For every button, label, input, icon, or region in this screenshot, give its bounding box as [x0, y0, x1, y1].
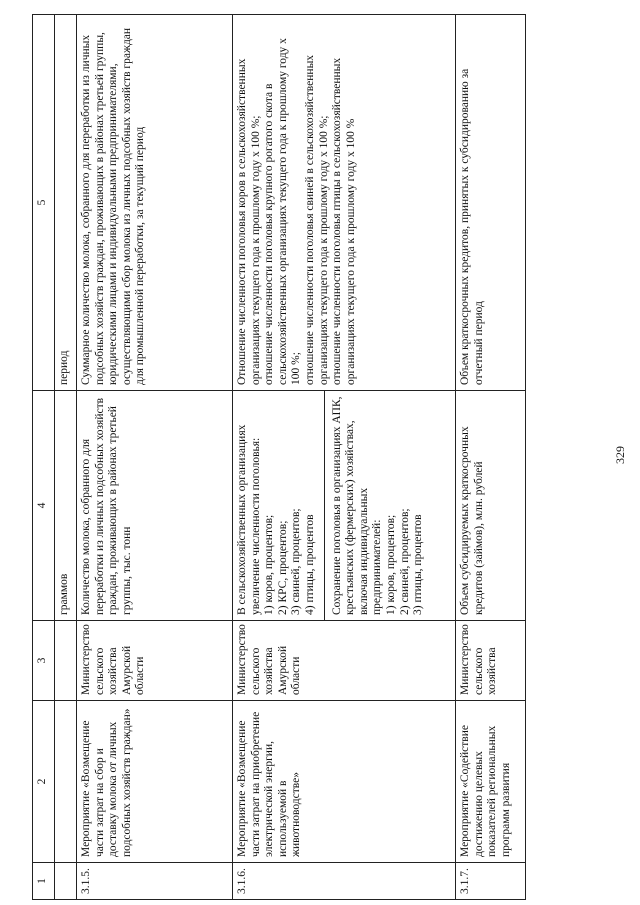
continued-text: период	[55, 15, 77, 391]
method-line: отношение численности поголовья птицы в сельскохозяйственных организациях текущего года к прошлому году х 100 %	[331, 57, 357, 385]
indicator-line: 4) птицы, процентов	[303, 514, 316, 615]
calculation-method	[233, 15, 456, 391]
continued-text: граммов	[55, 391, 77, 621]
indicator-line: 2) свиней, процентов;	[398, 508, 411, 615]
executor: Министерство сельского хозяйства Амурской области	[233, 621, 456, 701]
column-numbers-row	[33, 15, 55, 900]
column-number: 3	[33, 621, 55, 701]
indicator-line: В сельскохозяйственных организациях увеличение численности поголовья:	[236, 424, 262, 615]
column-number: 2	[33, 701, 55, 863]
table-row	[77, 15, 233, 900]
event-name: Мероприятие «Возмещение части затрат на сбор и доставку молока от личных подсобных хозяйств граждан»	[77, 701, 233, 863]
page-number: 329	[613, 446, 627, 464]
calculation-method: Объем краткосрочных кредитов, принятых к субсидированию за отчетный период	[456, 15, 526, 391]
indicator-line: 3) птицы, процентов	[412, 514, 425, 615]
calculation-method: Суммарное количество молока, собранного для переработки из личных подсобных хозяйств граждан, проживающих в районах третьей группы, юридическими лицами и индивидуальными предпринимателями, осуществляющими сбор молока из личных подсобных хозяйств граждан для промышленной переработки, за текущий период	[77, 15, 233, 391]
indicator-line: 3) свиней, процентов;	[290, 508, 303, 615]
indicator-line: Сохранение поголовья в организациях АПК, крестьянских (фермерских) хозяйствах, включая индивидуальных предпринимателей:	[330, 396, 384, 615]
indicator-line: 2) КРС, процентов;	[276, 520, 289, 615]
method-line: Отношение численности поголовья коров в сельскохозяйственных организациях текущего года к прошлому году х 100 %;	[236, 58, 262, 385]
row-number: 3.1.6.	[233, 863, 456, 900]
method-line: отношение численности поголовья крупного рогатого скота в сельскохозяйственных организациях текущего года к прошлому году х 100 %;	[263, 38, 303, 385]
method-line: отношение численности поголовья свиней в сельскохозяйственных организациях текущего года к прошлому году х 100 %;	[303, 54, 330, 385]
row-number: 3.1.7.	[456, 863, 526, 900]
indicator-line: 1) коров, процентов;	[384, 514, 397, 615]
column-number: 1	[33, 863, 55, 900]
table-row	[233, 15, 456, 900]
program-table	[32, 14, 526, 900]
indicator-subsection	[324, 391, 426, 620]
indicator-line: 1) коров, процентов;	[263, 514, 276, 615]
column-number: 5	[33, 15, 55, 391]
table-row	[456, 15, 526, 900]
executor: Министерство сельского хозяйства Амурской области	[77, 621, 233, 701]
event-name: Мероприятие «Возмещение части затрат на приобретение электрической энергии, используемой в животноводстве»	[233, 701, 456, 863]
continuation-row	[55, 15, 77, 900]
executor: Министерство сельского хозяйства	[456, 621, 526, 701]
indicator	[233, 391, 456, 621]
column-number: 4	[33, 391, 55, 621]
row-number: 3.1.5.	[77, 863, 233, 900]
indicator: Объем субсидируемых краткосрочных кредитов (займов), млн. рублей	[456, 391, 526, 621]
event-name: Мероприятие «Содействие достижению целевых показателей региональных программ развития	[456, 701, 526, 863]
indicator: Количество молока, собранного для переработки из личных подсобных хозяйств граждан, проживающих в районах третьей группы, тыс. тонн	[77, 391, 233, 621]
